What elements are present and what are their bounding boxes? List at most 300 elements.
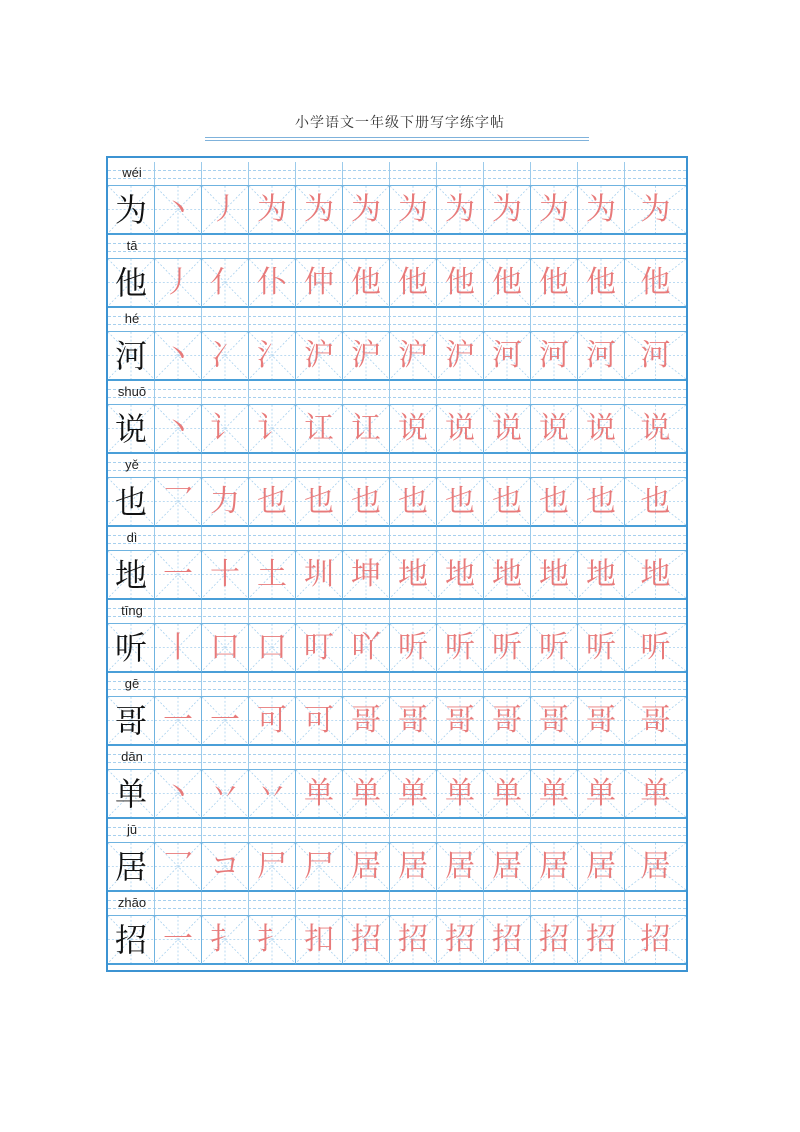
stroke-step-character: 一 <box>210 702 240 738</box>
trace-cell[interactable] <box>531 843 578 892</box>
trace-cell[interactable] <box>484 332 531 381</box>
trace-cell[interactable] <box>578 624 625 673</box>
trace-cell[interactable] <box>625 843 686 892</box>
stroke-step-character: 土 <box>257 556 287 592</box>
trace-cell[interactable] <box>343 478 390 527</box>
trace-cell[interactable] <box>202 916 249 965</box>
trace-cell[interactable] <box>625 770 686 819</box>
pinyin-guide-line <box>108 462 686 463</box>
pinyin-label: zhāo <box>117 895 147 910</box>
trace-cell[interactable] <box>249 843 296 892</box>
trace-cell[interactable] <box>155 843 202 892</box>
trace-cell[interactable] <box>578 478 625 527</box>
pinyin-divider <box>201 600 202 623</box>
model-cell[interactable] <box>108 697 155 746</box>
stroke-step-character: 叮 <box>304 629 334 665</box>
stroke-step-character: 沪 <box>445 337 475 373</box>
model-cell[interactable] <box>108 259 155 308</box>
stroke-step-character: 说 <box>586 410 616 446</box>
trace-cell[interactable] <box>343 916 390 965</box>
pinyin-guide-line <box>108 535 686 536</box>
trace-cell[interactable] <box>296 697 343 746</box>
model-cell[interactable] <box>108 478 155 527</box>
trace-cell[interactable] <box>484 843 531 892</box>
stroke-step-character: 丶 <box>163 775 193 811</box>
trace-cell[interactable] <box>625 624 686 673</box>
pinyin-divider <box>342 819 343 842</box>
stroke-step-character: 沪 <box>398 337 428 373</box>
pinyin-divider <box>577 746 578 769</box>
trace-cell[interactable] <box>249 551 296 600</box>
pinyin-guide-line <box>108 616 686 617</box>
stroke-step-character: 为 <box>398 191 428 227</box>
stroke-step-character: 一 <box>163 556 193 592</box>
pinyin-divider <box>389 235 390 258</box>
pinyin-divider <box>295 600 296 623</box>
model-character: 单 <box>114 774 147 813</box>
trace-cell[interactable] <box>578 259 625 308</box>
stroke-step-character: 他 <box>492 264 522 300</box>
trace-cell[interactable] <box>202 697 249 746</box>
pinyin-divider <box>389 819 390 842</box>
practice-row <box>108 454 686 527</box>
stroke-step-character: 丶 <box>163 337 193 373</box>
trace-cell[interactable] <box>437 843 484 892</box>
stroke-step-character: 听 <box>586 629 616 665</box>
trace-cell[interactable] <box>578 843 625 892</box>
pinyin-divider <box>248 454 249 477</box>
stroke-step-character: 单 <box>445 775 475 811</box>
trace-cell[interactable] <box>484 770 531 819</box>
trace-cell[interactable] <box>249 259 296 308</box>
trace-cell[interactable] <box>437 332 484 381</box>
pinyin-divider <box>248 892 249 915</box>
trace-cell[interactable] <box>155 624 202 673</box>
trace-cell[interactable] <box>578 916 625 965</box>
trace-cell[interactable] <box>296 259 343 308</box>
trace-cell[interactable] <box>155 186 202 235</box>
trace-cell[interactable] <box>531 405 578 454</box>
trace-cell[interactable] <box>202 405 249 454</box>
stroke-step-character: 说 <box>492 410 522 446</box>
pinyin-divider <box>530 162 531 185</box>
trace-cell[interactable] <box>155 259 202 308</box>
trace-cell[interactable] <box>625 405 686 454</box>
pinyin-guide-line <box>108 835 686 836</box>
pinyin-divider <box>201 235 202 258</box>
pinyin-label: tīng <box>121 603 143 618</box>
trace-cell[interactable] <box>390 624 437 673</box>
trace-cell[interactable] <box>202 624 249 673</box>
model-character: 招 <box>114 920 147 959</box>
pinyin-divider <box>201 308 202 331</box>
trace-cell[interactable] <box>343 186 390 235</box>
stroke-step-character: 招 <box>640 921 671 957</box>
trace-cell[interactable] <box>202 332 249 381</box>
stroke-step-character: 也 <box>539 483 569 519</box>
stroke-step-character: 吖 <box>351 629 381 665</box>
pinyin-guide-line <box>108 243 686 244</box>
stroke-step-character: 地 <box>586 556 616 592</box>
trace-cell[interactable] <box>343 843 390 892</box>
pinyin-divider <box>624 892 625 915</box>
stroke-step-character: 可 <box>304 702 334 738</box>
pinyin-divider <box>248 673 249 696</box>
trace-cell[interactable] <box>531 916 578 965</box>
trace-cell[interactable] <box>437 405 484 454</box>
stroke-step-character: 也 <box>640 483 671 519</box>
pinyin-divider <box>530 892 531 915</box>
pinyin-divider <box>624 600 625 623</box>
stroke-step-character: 他 <box>445 264 475 300</box>
pinyin-guide-line <box>108 827 686 828</box>
trace-cell[interactable] <box>578 770 625 819</box>
trace-cell[interactable] <box>249 405 296 454</box>
stroke-step-character: 哥 <box>351 702 381 738</box>
trace-cell[interactable] <box>155 405 202 454</box>
stroke-step-character: 扣 <box>304 921 334 957</box>
trace-cell[interactable] <box>249 332 296 381</box>
trace-cell[interactable] <box>390 843 437 892</box>
stroke-step-character: 单 <box>304 775 334 811</box>
trace-cell[interactable] <box>531 624 578 673</box>
trace-cell[interactable] <box>390 405 437 454</box>
stroke-step-character: 尸 <box>257 848 287 884</box>
stroke-step-character: 听 <box>398 629 428 665</box>
stroke-step-character: 乛 <box>163 848 193 884</box>
pinyin-strip <box>108 673 686 697</box>
stroke-step-character: 讧 <box>351 410 381 446</box>
pinyin-divider <box>624 162 625 185</box>
pinyin-divider <box>577 381 578 404</box>
stroke-step-character: 他 <box>398 264 428 300</box>
stroke-step-character: 也 <box>257 483 287 519</box>
model-cell[interactable] <box>108 186 155 235</box>
trace-cell[interactable] <box>343 551 390 600</box>
stroke-step-character: 为 <box>351 191 381 227</box>
pinyin-label: gē <box>124 676 140 691</box>
trace-cell[interactable] <box>625 478 686 527</box>
trace-cell[interactable] <box>437 478 484 527</box>
pinyin-divider <box>577 527 578 550</box>
stroke-step-character: 力 <box>210 483 240 519</box>
pinyin-divider <box>248 746 249 769</box>
trace-cell[interactable] <box>625 259 686 308</box>
trace-cell[interactable] <box>296 478 343 527</box>
pinyin-label: yě <box>125 457 139 472</box>
stroke-step-character: 说 <box>398 410 428 446</box>
trace-cell[interactable] <box>578 551 625 600</box>
stroke-step-character: 居 <box>586 848 616 884</box>
stroke-step-character: 居 <box>351 848 381 884</box>
stroke-step-character: 河 <box>586 337 616 373</box>
trace-cell[interactable] <box>484 259 531 308</box>
pinyin-divider <box>436 381 437 404</box>
trace-cell[interactable] <box>343 405 390 454</box>
trace-cell[interactable] <box>343 770 390 819</box>
trace-cell[interactable] <box>531 770 578 819</box>
pinyin-guide-line <box>108 762 686 763</box>
pinyin-divider <box>483 162 484 185</box>
trace-cell[interactable] <box>296 770 343 819</box>
pinyin-divider <box>201 892 202 915</box>
model-cell[interactable] <box>108 843 155 892</box>
pinyin-divider <box>483 819 484 842</box>
trace-cell[interactable] <box>390 697 437 746</box>
stroke-step-character: 居 <box>445 848 475 884</box>
trace-cell[interactable] <box>249 916 296 965</box>
trace-cell[interactable] <box>484 186 531 235</box>
pinyin-divider <box>530 673 531 696</box>
trace-cell[interactable] <box>155 551 202 600</box>
pinyin-divider <box>530 381 531 404</box>
trace-cell[interactable] <box>296 405 343 454</box>
trace-cell[interactable] <box>437 697 484 746</box>
pinyin-strip <box>108 819 686 843</box>
stroke-step-character: 沪 <box>351 337 381 373</box>
trace-cell[interactable] <box>531 551 578 600</box>
stroke-step-character: 丿 <box>163 264 193 300</box>
trace-cell[interactable] <box>437 916 484 965</box>
trace-cell[interactable] <box>296 551 343 600</box>
trace-cell[interactable] <box>155 697 202 746</box>
pinyin-divider <box>436 527 437 550</box>
stroke-step-character: 听 <box>539 629 569 665</box>
trace-cell[interactable] <box>296 186 343 235</box>
model-cell[interactable] <box>108 405 155 454</box>
pinyin-guide-line <box>108 689 686 690</box>
trace-cell[interactable] <box>296 843 343 892</box>
pinyin-divider <box>342 746 343 769</box>
pinyin-divider <box>436 673 437 696</box>
stroke-step-character: 为 <box>539 191 569 227</box>
stroke-step-character: 单 <box>492 775 522 811</box>
stroke-step-character: 哥 <box>539 702 569 738</box>
stroke-step-character: 也 <box>398 483 428 519</box>
trace-cell[interactable] <box>343 259 390 308</box>
pinyin-divider <box>483 235 484 258</box>
stroke-step-character: 亻 <box>210 264 240 300</box>
trace-cell[interactable] <box>484 624 531 673</box>
stroke-step-character: 地 <box>492 556 522 592</box>
trace-cell[interactable] <box>578 186 625 235</box>
pinyin-divider <box>248 162 249 185</box>
pinyin-divider <box>624 819 625 842</box>
trace-cell[interactable] <box>625 186 686 235</box>
stroke-step-character: 也 <box>445 483 475 519</box>
pinyin-divider <box>342 527 343 550</box>
pinyin-divider <box>577 162 578 185</box>
trace-cell[interactable] <box>249 770 296 819</box>
stroke-step-character: コ <box>210 848 240 884</box>
trace-cell[interactable] <box>625 551 686 600</box>
stroke-step-character: 一 <box>163 921 193 957</box>
trace-cell[interactable] <box>249 478 296 527</box>
pinyin-label: shuō <box>117 384 147 399</box>
trace-cell[interactable] <box>484 405 531 454</box>
trace-cell[interactable] <box>202 551 249 600</box>
practice-row <box>108 673 686 746</box>
pinyin-divider <box>436 746 437 769</box>
pinyin-divider <box>248 527 249 550</box>
stroke-step-character: 他 <box>640 264 671 300</box>
trace-cell[interactable] <box>296 916 343 965</box>
pinyin-strip <box>108 892 686 916</box>
trace-cell[interactable] <box>296 624 343 673</box>
pinyin-guide-line <box>108 543 686 544</box>
trace-cell[interactable] <box>202 770 249 819</box>
trace-cell[interactable] <box>390 259 437 308</box>
model-cell[interactable] <box>108 332 155 381</box>
pinyin-divider <box>436 454 437 477</box>
stroke-step-character: 地 <box>398 556 428 592</box>
trace-cell[interactable] <box>625 697 686 746</box>
trace-cell[interactable] <box>625 332 686 381</box>
trace-cell[interactable] <box>531 697 578 746</box>
stroke-step-character: 圳 <box>304 556 334 592</box>
practice-row <box>108 527 686 600</box>
stroke-step-character: 仲 <box>304 264 334 300</box>
stroke-step-character: 为 <box>257 191 287 227</box>
trace-cell[interactable] <box>155 916 202 965</box>
model-character: 他 <box>114 263 147 302</box>
trace-cell[interactable] <box>296 332 343 381</box>
model-cell[interactable] <box>108 916 155 965</box>
trace-cell[interactable] <box>578 405 625 454</box>
stroke-step-character: 为 <box>445 191 475 227</box>
trace-cell[interactable] <box>437 770 484 819</box>
pinyin-divider <box>483 381 484 404</box>
trace-cell[interactable] <box>249 186 296 235</box>
stroke-step-character: 居 <box>539 848 569 884</box>
trace-cell[interactable] <box>437 259 484 308</box>
pinyin-divider <box>483 746 484 769</box>
model-cell[interactable] <box>108 551 155 600</box>
trace-cell[interactable] <box>531 478 578 527</box>
pinyin-divider <box>295 454 296 477</box>
stroke-step-character: 扌 <box>210 921 240 957</box>
stroke-step-character: 讠 <box>210 410 240 446</box>
trace-cell[interactable] <box>390 770 437 819</box>
pinyin-guide-line <box>108 681 686 682</box>
pinyin-divider <box>201 162 202 185</box>
stroke-step-character: 讠 <box>257 410 287 446</box>
page-title: 小学语文一年级下册写字练字帖 <box>295 115 505 131</box>
stroke-step-character: 十 <box>210 556 240 592</box>
pinyin-divider <box>295 673 296 696</box>
trace-cell[interactable] <box>155 332 202 381</box>
trace-cell[interactable] <box>155 478 202 527</box>
stroke-step-character: 他 <box>351 264 381 300</box>
pinyin-divider <box>577 819 578 842</box>
trace-cell[interactable] <box>390 551 437 600</box>
trace-cell[interactable] <box>390 478 437 527</box>
trace-cell[interactable] <box>484 697 531 746</box>
trace-cell[interactable] <box>484 551 531 600</box>
trace-cell[interactable] <box>343 332 390 381</box>
stroke-step-character: 单 <box>586 775 616 811</box>
stroke-step-character: 可 <box>257 702 287 738</box>
stroke-step-character: 哥 <box>492 702 522 738</box>
stroke-step-character: 河 <box>539 337 569 373</box>
stroke-step-character: 单 <box>351 775 381 811</box>
trace-cell[interactable] <box>578 332 625 381</box>
trace-cell[interactable] <box>578 697 625 746</box>
pinyin-divider <box>530 746 531 769</box>
model-character: 地 <box>114 555 147 594</box>
trace-cell[interactable] <box>531 186 578 235</box>
model-character: 为 <box>114 190 147 229</box>
model-cell[interactable] <box>108 624 155 673</box>
practice-grid <box>106 156 688 972</box>
stroke-step-character: 氵 <box>257 337 287 373</box>
stroke-step-character: 丷 <box>257 775 287 811</box>
pinyin-divider <box>530 308 531 331</box>
pinyin-divider <box>436 600 437 623</box>
pinyin-divider <box>483 673 484 696</box>
stroke-step-character: 也 <box>351 483 381 519</box>
pinyin-guide-line <box>108 178 686 179</box>
trace-cell[interactable] <box>249 697 296 746</box>
trace-cell[interactable] <box>390 916 437 965</box>
trace-cell[interactable] <box>202 843 249 892</box>
trace-cell[interactable] <box>390 186 437 235</box>
trace-cell[interactable] <box>484 478 531 527</box>
pinyin-label: dì <box>126 530 138 545</box>
pinyin-divider <box>483 527 484 550</box>
trace-cell[interactable] <box>390 332 437 381</box>
trace-cell[interactable] <box>531 332 578 381</box>
pinyin-divider <box>530 454 531 477</box>
trace-cell[interactable] <box>625 916 686 965</box>
stroke-step-character: 招 <box>398 921 428 957</box>
stroke-step-character: 单 <box>539 775 569 811</box>
stroke-step-character: 招 <box>445 921 475 957</box>
model-character: 哥 <box>114 701 147 740</box>
model-character: 也 <box>114 482 147 521</box>
stroke-step-character: 地 <box>445 556 475 592</box>
trace-cell[interactable] <box>202 186 249 235</box>
pinyin-strip <box>108 162 686 186</box>
pinyin-divider <box>295 381 296 404</box>
stroke-step-character: 坤 <box>351 556 381 592</box>
stroke-step-character: 口 <box>210 629 240 665</box>
trace-cell[interactable] <box>249 624 296 673</box>
stroke-step-character: 说 <box>640 410 671 446</box>
trace-cell[interactable] <box>484 916 531 965</box>
stroke-step-character: 哥 <box>398 702 428 738</box>
practice-row <box>108 600 686 673</box>
trace-cell[interactable] <box>437 551 484 600</box>
pinyin-label: wéi <box>122 165 142 180</box>
pinyin-guide-line <box>108 908 686 909</box>
trace-cell[interactable] <box>155 770 202 819</box>
pinyin-divider <box>389 454 390 477</box>
trace-cell[interactable] <box>531 259 578 308</box>
trace-cell[interactable] <box>343 697 390 746</box>
trace-cell[interactable] <box>343 624 390 673</box>
trace-cell[interactable] <box>202 478 249 527</box>
pinyin-guide-line <box>108 316 686 317</box>
trace-cell[interactable] <box>437 624 484 673</box>
pinyin-divider <box>201 381 202 404</box>
trace-cell[interactable] <box>437 186 484 235</box>
pinyin-divider <box>436 162 437 185</box>
trace-cell[interactable] <box>202 259 249 308</box>
model-cell[interactable] <box>108 770 155 819</box>
pinyin-divider <box>389 892 390 915</box>
pinyin-divider <box>248 600 249 623</box>
